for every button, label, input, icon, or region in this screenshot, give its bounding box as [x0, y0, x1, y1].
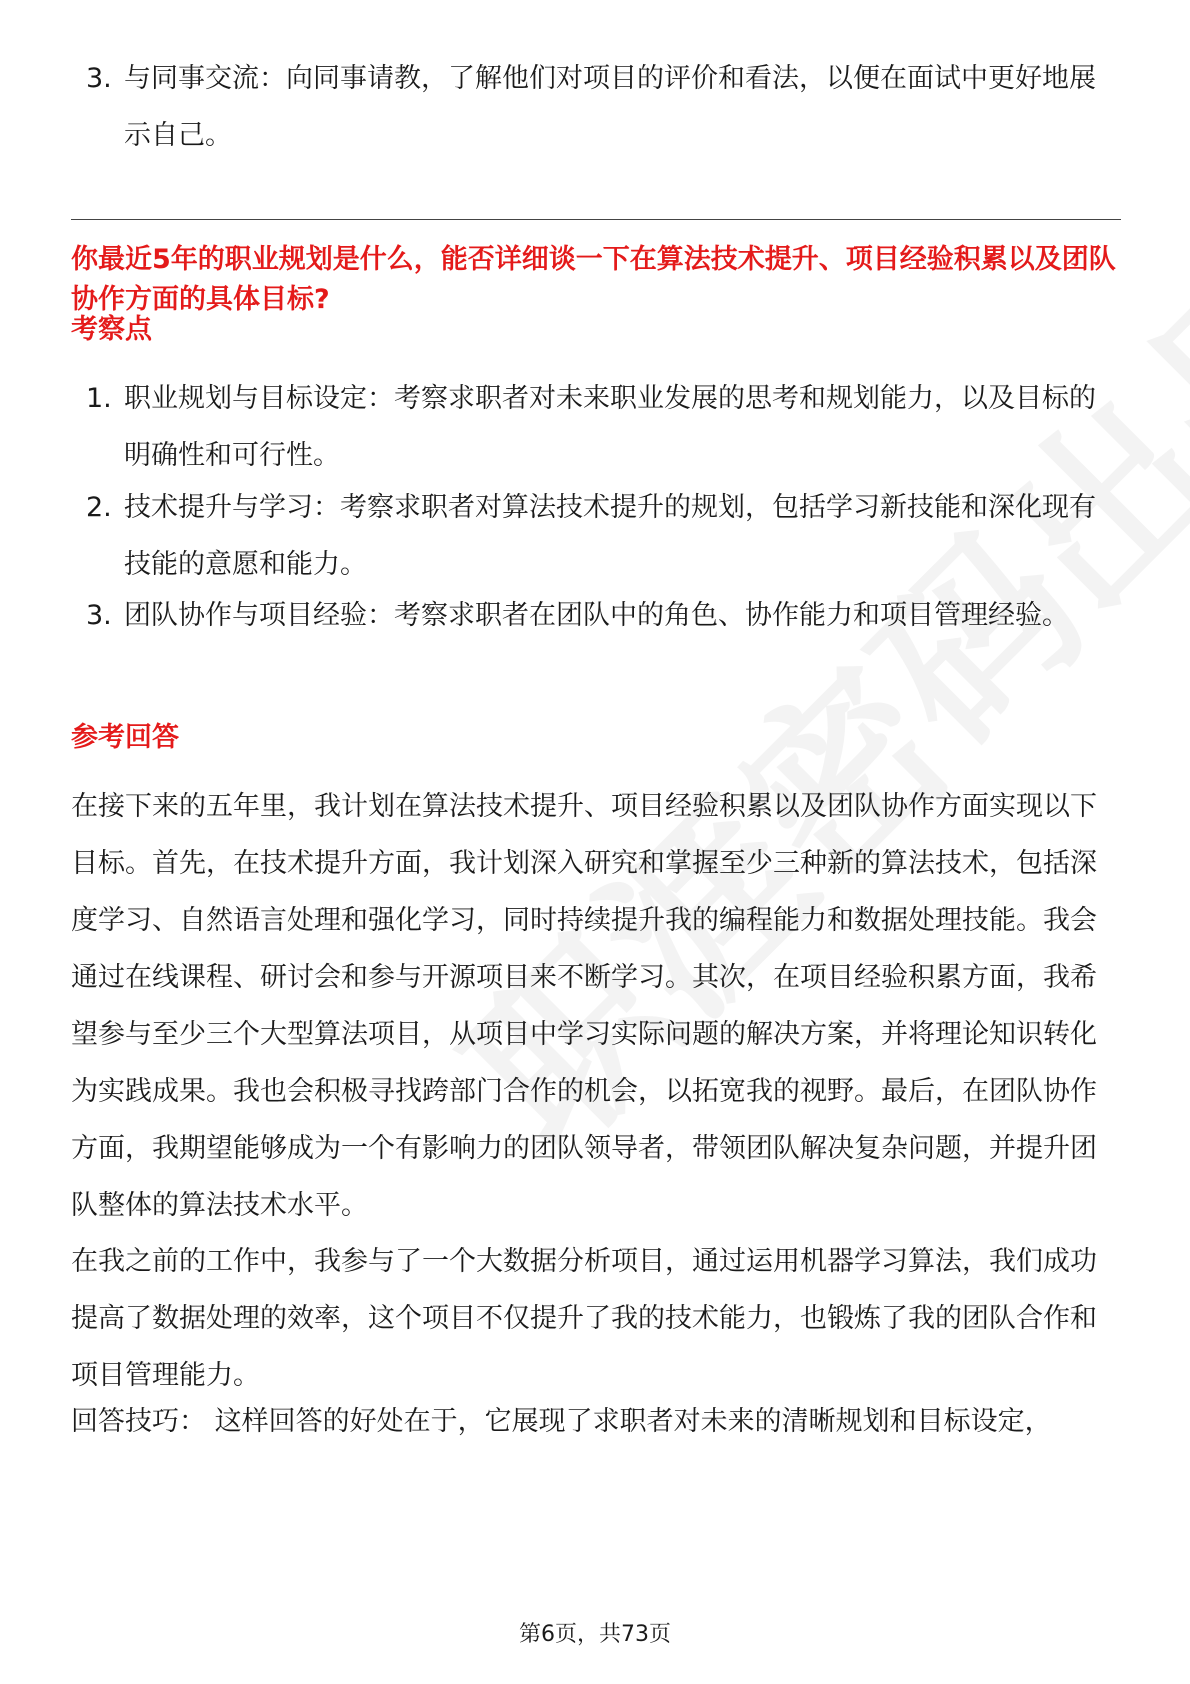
answer-paragraph: 在我之前的工作中，我参与了一个大数据分析项目，通过运用机器学习算法，我们成功提高了数据处理的效率，这个项目不仅提升了我的技术能力，也锻炼了我的团队合作和项目管理能力。	[71, 1246, 1097, 1391]
section-heading-answer: 参考回答	[71, 722, 179, 753]
list-number: 1.	[86, 383, 112, 414]
list-text: 团队协作与项目经验：考察求职者在团队中的角色、协作能力和项目管理经验。	[124, 600, 1069, 631]
list-item	[86, 370, 1116, 484]
section-divider	[71, 219, 1121, 220]
answer-tip: 回答技巧： 这样回答的好处在于，它展现了求职者对未来的清晰规划和目标设定，	[71, 1406, 1052, 1437]
list-text: 与同事交流：向同事请教，了解他们对项目的评价和看法，以便在面试中更好地展示自己。	[124, 63, 1096, 151]
page-number: 第6页，共73页	[519, 1622, 671, 1647]
list-number: 2.	[86, 492, 112, 523]
list-number: 3.	[86, 600, 112, 631]
list-item	[86, 50, 1116, 164]
list-number: 3.	[86, 63, 112, 94]
list-text: 技术提升与学习：考察求职者对算法技术提升的规划，包括学习新技能和深化现有技能的意愿和能力。	[124, 492, 1096, 580]
list-item	[86, 479, 1116, 593]
answer-paragraph: 在接下来的五年里，我计划在算法技术提升、项目经验积累以及团队协作方面实现以下目标。首先，在技术提升方面，我计划深入研究和掌握至少三种新的算法技术，包括深度学习、自然语言处理和强化学习，同时持续提升我的编程能力和数据处理技能。我会通过在线课程、研讨会和参与开源项目来不断学习。其次，在项目经验积累方面，我希望参与至少三个大型算法项目，从项目中学习实际问题的解决方案，并将理论知识转化为实践成果。我也会积极寻找跨部门合作的机会，以拓宽我的视野。最后，在团队协作方面，我期望能够成为一个有影响力的团队领导者，带领团队解决复杂问题，并提升团队整体的算法技术水平。	[71, 791, 1097, 1221]
list-text: 职业规划与目标设定：考察求职者对未来职业发展的思考和规划能力，以及目标的明确性和可行性。	[124, 383, 1096, 471]
interview-question: 你最近5年的职业规划是什么，能否详细谈一下在算法技术提升、项目经验积累以及团队协作方面的具体目标?	[71, 244, 1116, 315]
list-item	[86, 587, 1116, 644]
section-heading-kaocha: 考察点	[71, 314, 152, 345]
